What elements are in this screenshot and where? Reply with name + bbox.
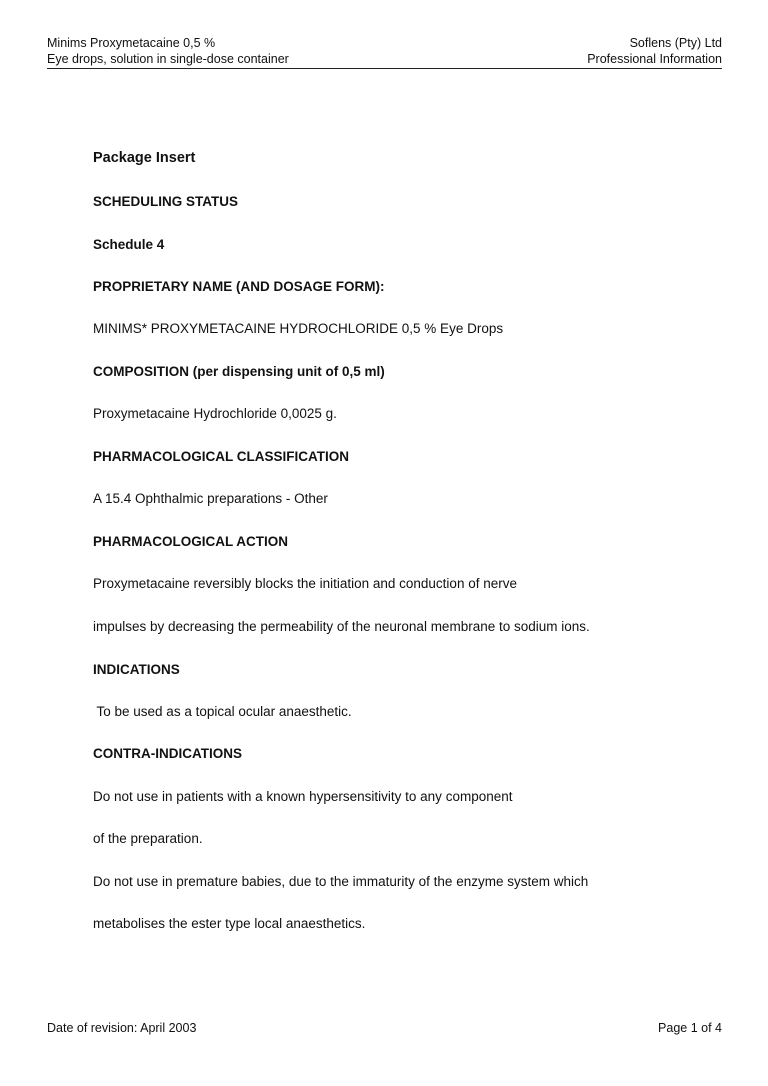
classification-value: A 15.4 Ophthalmic preparations - Other xyxy=(93,491,328,506)
contra-line-2: of the preparation. xyxy=(93,831,203,846)
contra-indications-heading: CONTRA-INDICATIONS xyxy=(93,746,242,761)
scheduling-value: Schedule 4 xyxy=(93,237,165,252)
header-product-name: Minims Proxymetacaine 0,5 % xyxy=(47,36,216,50)
contra-line-1: Do not use in patients with a known hypersensitivity to any component xyxy=(93,789,513,804)
action-heading: PHARMACOLOGICAL ACTION xyxy=(93,534,288,549)
header-company: Soflens (Pty) Ltd xyxy=(629,36,722,50)
composition-value: Proxymetacaine Hydrochloride 0,0025 g. xyxy=(93,406,337,421)
composition-heading: COMPOSITION (per dispensing unit of 0,5 ml) xyxy=(93,364,385,379)
document-title: Package Insert xyxy=(93,150,196,166)
header-document-type: Professional Information xyxy=(587,52,722,66)
revision-date: Date of revision: April 2003 xyxy=(47,1021,197,1035)
header-dosage-description: Eye drops, solution in single-dose container xyxy=(47,52,289,66)
classification-heading: PHARMACOLOGICAL CLASSIFICATION xyxy=(93,449,349,464)
proprietary-value: MINIMS* PROXYMETACAINE HYDROCHLORIDE 0,5 % Eye Drops xyxy=(93,321,504,336)
action-line-2: impulses by decreasing the permeability of the neuronal membrane to sodium ions. xyxy=(93,619,590,634)
contra-line-4: metabolises the ester type local anaesthetics. xyxy=(93,916,366,931)
scheduling-heading: SCHEDULING STATUS xyxy=(93,194,238,209)
action-line-1: Proxymetacaine reversibly blocks the initiation and conduction of nerve xyxy=(93,576,517,591)
contra-line-3: Do not use in premature babies, due to the immaturity of the enzyme system which xyxy=(93,874,589,889)
page-footer xyxy=(47,1021,722,1035)
page-header xyxy=(47,35,722,69)
proprietary-heading: PROPRIETARY NAME (AND DOSAGE FORM): xyxy=(93,279,385,294)
indications-heading: INDICATIONS xyxy=(93,662,180,677)
indications-value: To be used as a topical ocular anaesthetic. xyxy=(93,704,352,719)
page-number: Page 1 of 4 xyxy=(658,1021,722,1035)
